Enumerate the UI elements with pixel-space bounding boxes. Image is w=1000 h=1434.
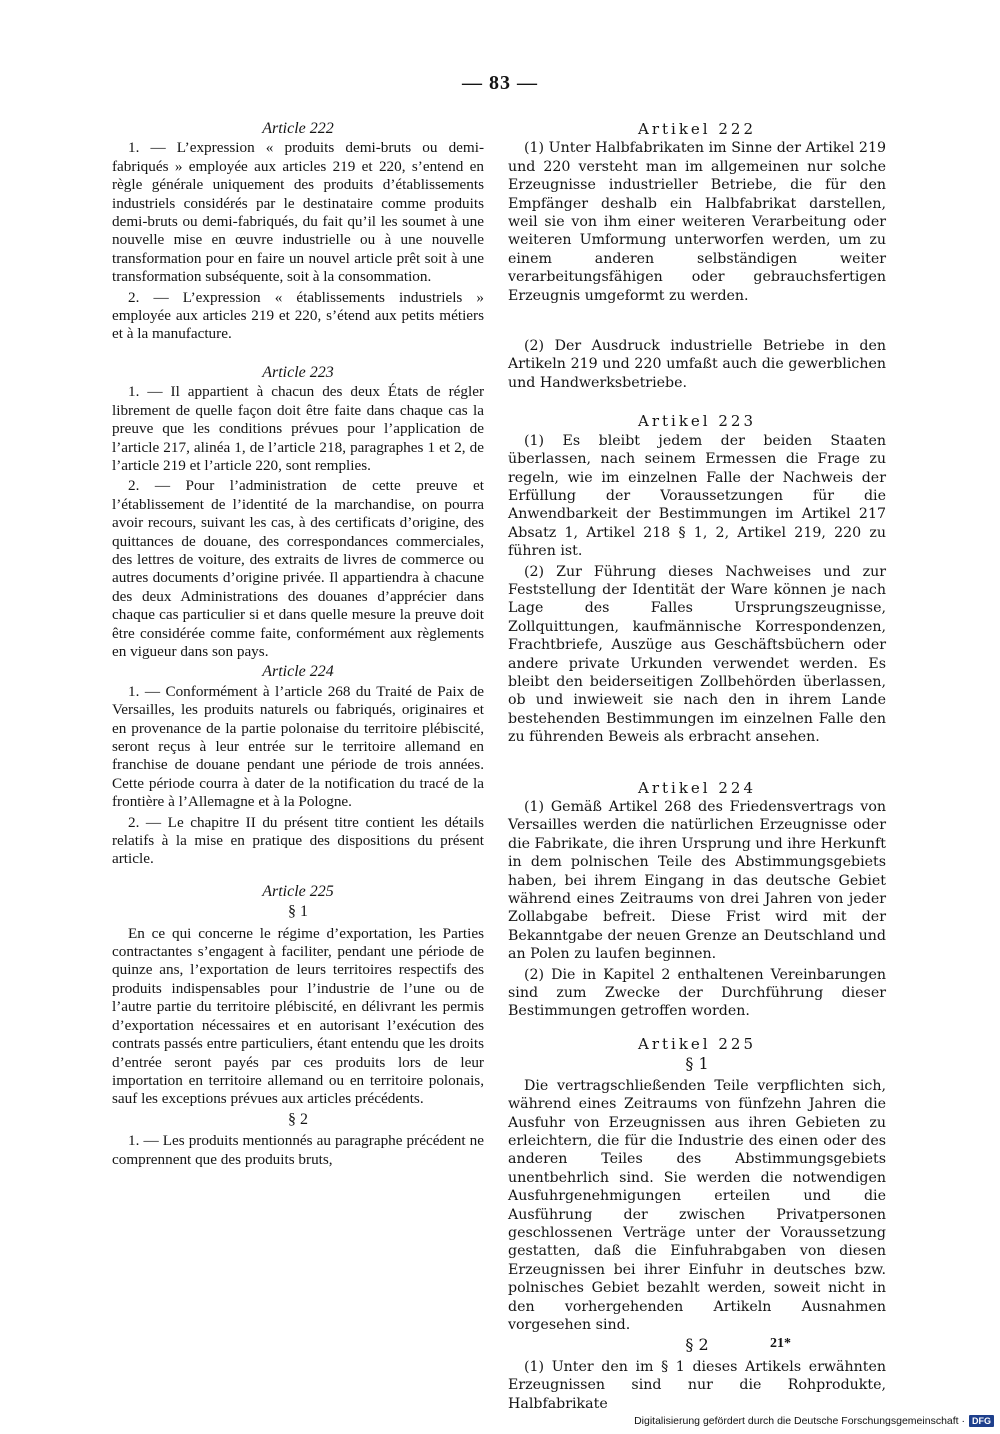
article-222-title-de: Artikel 222 <box>638 120 756 138</box>
article-224-paragraph-2-fr: 2. — Le chapitre II du présent titre contient les détails relatifs à la mise en pratique des dispositions du présent article. <box>112 813 484 868</box>
german-column <box>508 120 886 1415</box>
article-223-paragraph-1-de: (1) Es bleibt jedem der beiden Staaten überlassen, nach seinem Ermessen die Frage zu regeln, wie im einzelnen Falle der Nachweis der Erfüllung der Voraussetzungen für die Anwendbarkeit der Bestimmungen im Artikel 217 Absatz 1, Artikel 218 § 1, 2, Artikel 219, 220 zu führen ist. <box>508 432 886 560</box>
article-225-section-1-de: § 1 <box>685 1054 709 1074</box>
article-224-title-de: Artikel 224 <box>638 778 756 797</box>
article-225-section-2-paragraph-fr: 1. — Les produits mentionnés au paragraphe précédent ne comprennent que des produits bruts, <box>112 1132 484 1168</box>
article-223-paragraph-2-fr: 2. — Pour l’administration de cette preuve et l’établissement de l’identité de la marchandise, on pourra avoir recours, suivant les cas, à des certificats d’origine, des quittances de douane, des correspondances commerciales, des lettres de voiture, des extraits de livres de commerce ou autres documents d’origine privée. Il appartiendra à chacune des deux Administrations des douanes d’apprécier dans chaque cas particulier si et dans quelle mesure la preuve doit être considérée comme faite, conformément aux règlements en vigueur dans son pays. <box>112 477 484 660</box>
article-225-section-2-paragraph-de: (1) Unter den im § 1 dieses Artikels erwähnten Erzeugnissen sind nur die Rohprodukte, Halbfabrikate <box>508 1358 886 1412</box>
article-225-title-de: Artikel 225 <box>638 1034 756 1053</box>
article-224-paragraph-2-de: (2) Die in Kapitel 2 enthaltenen Vereinbarungen sind zum Zwecke der Durchführung dieser Bestimmungen getroffen worden. <box>508 966 886 1020</box>
article-224-paragraph-1-fr: 1. — Conformément à l’article 268 du Traité de Paix de Versailles, les produits naturels ou fabriqués, originaires et en provenance de la partie polonaise du territoire plébiscité, seront reçus à leur entrée sur le territoire allemand en franchise de douane pendant une période de trois années. Cette période courra à dater de la notification du tracé de la frontière à l’Allemagne et à la Pologne. <box>112 682 484 811</box>
page-number: — 83 — <box>462 72 538 94</box>
article-224-title-fr: Article 224 <box>262 663 334 681</box>
sheet-signature: 21* <box>770 1336 791 1351</box>
article-222-paragraph-1-fr: 1. — L’expression « produits demi-bruts ou demi-fabriqués » employée aux articles 219 et 220, s’entend en règle générale uniquement des produits d’établissements industriels considérés par le destinataire comme produits demi-bruts ou demi-fabriqués, du fait qu’il les soumet à une nouvelle mise en œuvre industrielle ou à une nouvelle transformation pour en faire un nouvel article prêt soit à une transformation subséquente, soit à la consommation. <box>112 139 484 286</box>
article-222-title-fr: Article 222 <box>262 120 334 137</box>
article-223-title-fr: Article 223 <box>262 363 334 381</box>
article-225-section-2-fr: § 2 <box>288 1110 308 1128</box>
article-225-title-fr: Article 225 <box>262 882 334 900</box>
article-223-paragraph-2-de: (2) Zur Führung dieses Nachweises und zur Feststellung der Identität der Ware können je nach Lage des Falles Ursprungszeugnisse, Zollquittungen, kaufmännische Korrespondenzen, Frachtbriefe, Auszüge aus Geschäftsbüchern oder andere private Urkunden verwendet werden. Es bleibt den beiderseitigen Zollbehörden überlassen, ob und inwieweit sie nach den in ihrem Lande bestehenden Bestimmungen im einzelnen Falle den zu führenden Beweis als erbracht ansehen. <box>508 563 886 746</box>
article-225-section-1-paragraph-de: Die vertragschließenden Teile verpflichten sich, während eines Zeitraums von fünfzehn Jahren die Ausfuhr von Erzeugnissen aus ihren Gebieten zu erleichtern, die für die Industrie des einen oder des anderen Teiles des Abstimmungsgebiets unentbehrlich sind. Sie werden die notwendigen Ausfuhrgenehmigungen erteilen und die Ausführung der zwischen Privatpersonen geschlossenen Verträge unter der Voraussetzung gestatten, daß die Einfuhrabgaben von diesen Erzeugnissen bei ihrer Einfuhr in deutsches bzw. polnisches Gebiet bezahlt werden, soweit nicht in den vorhergehenden Artikeln Ausnahmen vorgesehen sind. <box>508 1077 886 1333</box>
dfg-logo: DFG <box>969 1415 994 1427</box>
french-column <box>112 120 484 1171</box>
article-223-paragraph-1-fr: 1. — Il appartient à chacun des deux États de régler librement de quelle façon doit être faite dans chaque cas la preuve que les conditions prévues pour l’application de l’article 217, alinéa 1, de l’article 218, paragraphes 1 et 2, de l’article 219 et l’article 220, sont remplies. <box>112 383 484 474</box>
article-225-section-2-de: § 2 <box>685 1335 709 1355</box>
digitization-credit <box>634 1415 994 1427</box>
article-222-paragraph-2-de: (2) Der Ausdruck industrielle Betriebe in den Artikeln 219 und 220 umfaßt auch die gewerblichen und Handwerksbetriebe. <box>508 338 886 391</box>
footer-text: Digitalisierung gefördert durch die Deutsche Forschungsgemeinschaft · <box>634 1415 965 1427</box>
article-223-title-de: Artikel 223 <box>638 412 756 431</box>
article-225-section-1-fr: § 1 <box>288 903 308 921</box>
article-222-paragraph-2-fr: 2. — L’expression « établissements industriels » employée aux articles 219 et 220, s’étend aux petits métiers et à la manufacture. <box>112 288 484 343</box>
article-224-paragraph-1-de: (1) Gemäß Artikel 268 des Friedensvertrags von Versailles werden die natürlichen Erzeugnisse oder die Fabrikate, die ihren Ursprung und ihre Herkunft in dem polnischen Teile des Abstimmungsgebiets haben, bei ihrem Eingang in das deutsche Gebiet während eines Zeitraums von drei Jahren von jeder Zollabgabe befreit. Diese Frist wird mit der Bekanntgabe der neuen Grenze an Deutschland und an Polen zu laufen beginnen. <box>508 799 886 963</box>
article-225-section-1-paragraph-fr: En ce qui concerne le régime d’exportation, les Parties contractantes s’engagent à faciliter, pendant une période de quinze ans, l’exportation de leurs territoires respectifs des produits indispensables pour l’industrie de l’une ou de l’autre partie du territoire plébiscité, en délivrant les permis d’exportation nécessaires et en autorisant l’exécution des contrats passés entre particuliers, étant entendu que les droits d’entrée seront payés par ces produits lors de leur importation en territoire allemand ou en territoire polonais, sauf les exceptions prévues aux articles précédents. <box>112 924 484 1108</box>
article-222-paragraph-1-de: (1) Unter Halbfabrikaten im Sinne der Artikel 219 und 220 versteht man im allgemeinen nur solche Erzeugnisse industrieller Betriebe, die für den Empfänger deshalb ein Halbfabrikat darstellen, weil sie von ihm einer weiteren Verarbeitung oder weiteren Umformung unterworfen werden, um zu einem anderen selbständigen weiter verarbeitungsfähigen oder gebrauchsfertigen Erzeugnis umgeformt zu werden. <box>508 140 886 304</box>
